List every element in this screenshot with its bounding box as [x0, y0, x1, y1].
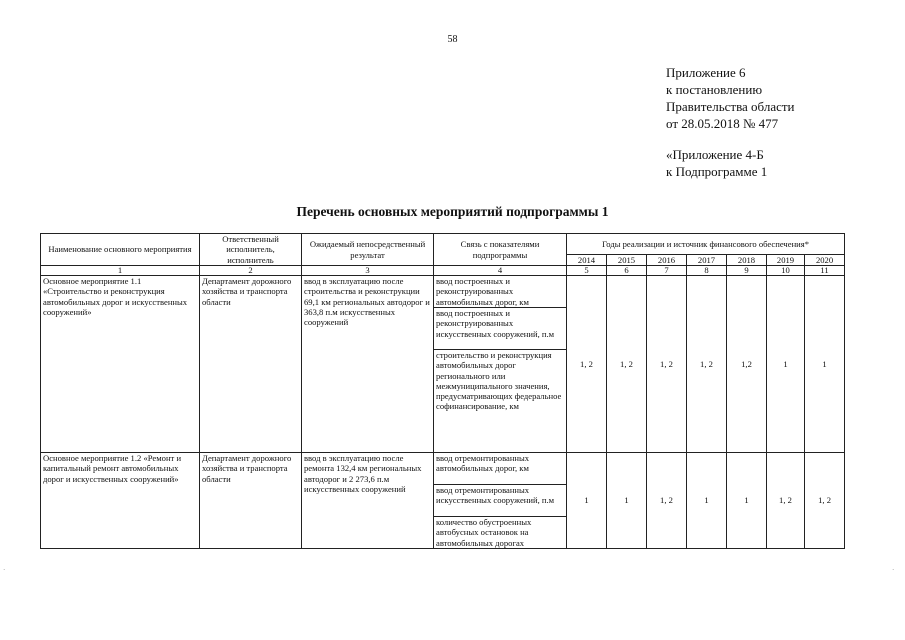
appendix-line: к постановлению — [666, 82, 763, 97]
scan-artifact: · — [892, 566, 895, 574]
year-value: 1, 2 — [567, 276, 607, 453]
scan-artifact: · — [3, 566, 6, 574]
column-number: 11 — [805, 266, 845, 276]
measure-result: ввод в эксплуатацию после строительства и реконструкции 69,1 км региональных автодорог и 363,8 п.м искусственных сооружений — [302, 276, 434, 453]
appendix-line: от 28.05.2018 № 477 — [666, 116, 779, 131]
measures-table — [40, 233, 845, 549]
column-number: 8 — [687, 266, 727, 276]
column-number: 2 — [200, 266, 302, 276]
year-value: 1 — [687, 453, 727, 549]
year-value: 1, 2 — [647, 276, 687, 453]
year-value: 1, 2 — [647, 453, 687, 549]
year-value: 1 — [607, 453, 647, 549]
year-value: 1 — [767, 276, 805, 453]
year-value: 1 — [805, 276, 845, 453]
year-header: 2020 — [805, 255, 845, 266]
measure-name: Основное мероприятие 1.2 «Ремонт и капитальный ремонт автомобильных дорог и искусственных сооружений» — [41, 453, 200, 549]
year-header: 2019 — [767, 255, 805, 266]
year-value: 1, 2 — [607, 276, 647, 453]
column-number: 3 — [302, 266, 434, 276]
column-number: 9 — [727, 266, 767, 276]
year-header: 2018 — [727, 255, 767, 266]
column-numbers-row — [41, 266, 845, 276]
measure-result: ввод в эксплуатацию после ремонта 132,4 км региональных автодорог и 2 273,6 п.м искусственных сооружений — [302, 453, 434, 549]
indicator-cell: строительство и реконструкция автомобильных дорог регионального или межмуниципального значения, предусматривающих федеральное софинансирование, км — [434, 350, 567, 453]
column-number: 5 — [567, 266, 607, 276]
document-title: Перечень основных мероприятий подпрограммы 1 — [296, 204, 609, 219]
column-number: 4 — [434, 266, 567, 276]
header-years-title: Годы реализации и источник финансового обеспечения* — [567, 234, 845, 255]
header-row — [41, 234, 845, 255]
year-value: 1, 2 — [805, 453, 845, 549]
year-value: 1,2 — [727, 276, 767, 453]
indicator-cell: количество обустроенных автобусных остановок на автомобильных дорогах — [434, 517, 567, 549]
year-header: 2016 — [647, 255, 687, 266]
sub-appendix-line: к Подпрограмме 1 — [666, 164, 768, 179]
year-header: 2014 — [567, 255, 607, 266]
column-number: 1 — [41, 266, 200, 276]
year-value: 1 — [567, 453, 607, 549]
column-number: 7 — [647, 266, 687, 276]
table-row — [41, 453, 845, 485]
table-row — [41, 276, 845, 308]
measure-responsible: Департамент дорожного хозяйства и транспорта области — [200, 453, 302, 549]
year-value: 1 — [727, 453, 767, 549]
sub-appendix-block — [666, 146, 767, 180]
appendix-line: Приложение 6 — [666, 65, 746, 80]
header-link: Связь с показателями подпрограммы — [434, 234, 567, 266]
year-header: 2017 — [687, 255, 727, 266]
sub-appendix-line: «Приложение 4-Б — [666, 147, 764, 162]
column-number: 10 — [767, 266, 805, 276]
year-header: 2015 — [607, 255, 647, 266]
header-result: Ожидаемый непосредственный результат — [302, 234, 434, 266]
measure-responsible: Департамент дорожного хозяйства и транспорта области — [200, 276, 302, 453]
column-number: 6 — [607, 266, 647, 276]
header-name: Наименование основного мероприятия — [41, 234, 200, 266]
appendix-line: Правительства области — [666, 99, 795, 114]
year-value: 1, 2 — [767, 453, 805, 549]
indicator-cell: ввод отремонтированных автомобильных дорог, км — [434, 453, 567, 485]
measure-name: Основное мероприятие 1.1 «Строительство и реконструкция автомобильных дорог и искусственных сооружений» — [41, 276, 200, 453]
header-responsible: Ответственный исполнитель, исполнитель — [200, 234, 302, 266]
indicator-cell: ввод построенных и реконструированных автомобильных дорог, км — [434, 276, 567, 308]
page-number: 58 — [447, 34, 458, 45]
appendix-block — [666, 64, 795, 132]
indicator-cell: ввод отремонтированных искусственных сооружений, п.м — [434, 485, 567, 517]
year-value: 1, 2 — [687, 276, 727, 453]
indicator-cell: ввод построенных и реконструированных искусственных сооружений, п.м — [434, 308, 567, 350]
